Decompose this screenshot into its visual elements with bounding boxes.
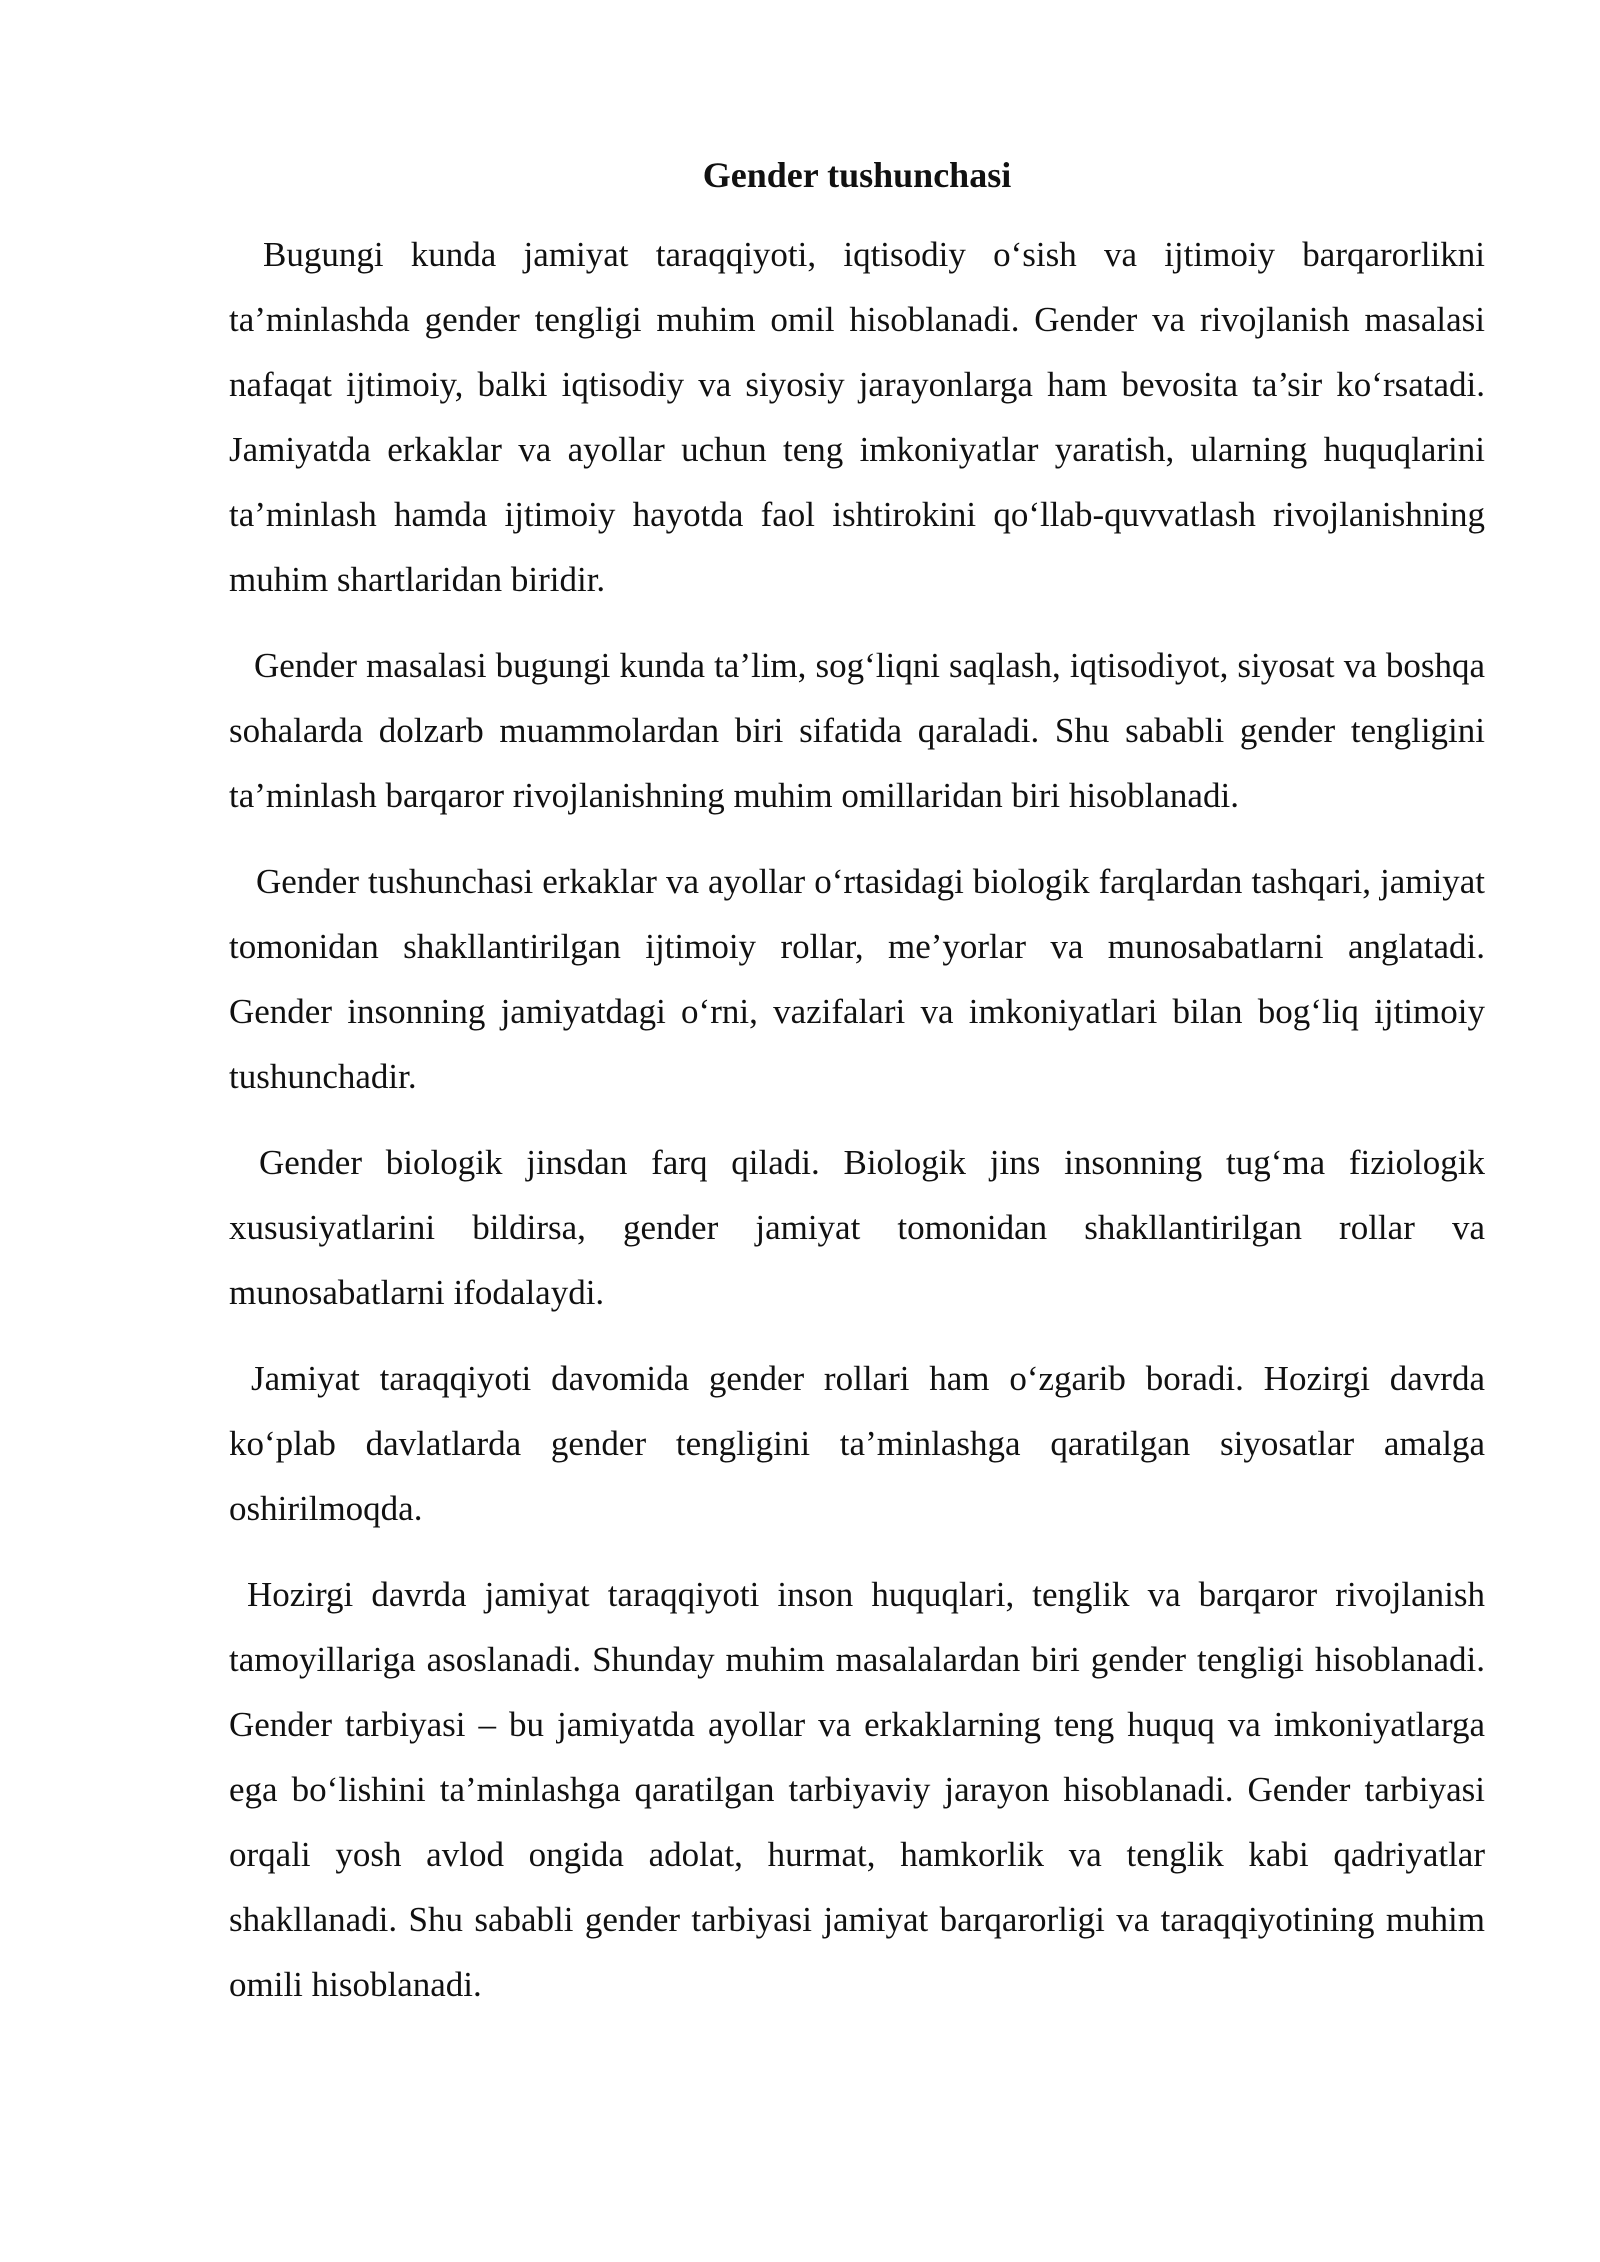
paragraph-3: Gender tushunchasi erkaklar va ayollar o‘rtasidagi biologik farqlardan tashqari, jamiyat tomonidan shakllantirilgan ijtimoiy rollar, me’yorlar va munosabatlarni anglatadi. Gender insonning jamiyatdagi o‘rni, vazifalari va imkoniyatlari bilan bog‘liq ijtimoiy tushunchadir. — [229, 862, 1485, 1096]
document-title: Gender tushunchasi — [702, 155, 1012, 195]
paragraph-1: Bugungi kunda jamiyat taraqqiyoti, iqtisodiy o‘sish va ijtimoiy barqarorlikni ta’minlashda gender tengligi muhim omil hisoblanadi. Gender va rivojlanish masalasi nafaqat ijtimoiy, balki iqtisodiy va siyosiy jarayonlarga ham bevosita ta’sir ko‘rsatadi. Jamiyatda erkaklar va ayollar uchun teng imkoniyatlar yaratish, ularning huquqlarini ta’minlash hamda ijtimoiy hayotda faol ishtirokini qo‘llab-quvvatlash rivojlanishning muhim shartlaridan biridir. — [229, 235, 1485, 599]
paragraph-2: Gender masalasi bugungi kunda ta’lim, sog‘liqni saqlash, iqtisodiyot, siyosat va boshqa sohalarda dolzarb muammolardan biri sifatida qaraladi. Shu sababli gender tengligini ta’minlash barqaror rivojlanishning muhim omillaridan biri hisoblanadi. — [229, 646, 1485, 815]
document-body — [229, 150, 1485, 2038]
paragraph-4: Gender biologik jinsdan farq qiladi. Biologik jins insonning tug‘ma fiziologik xususiyatlarini bildirsa, gender jamiyat tomonidan shakllantirilgan rollar va munosabatlarni ifodalaydi. — [229, 1143, 1485, 1312]
paragraph-6: Hozirgi davrda jamiyat taraqqiyoti inson huquqlari, tenglik va barqaror rivojlanish tamoyillariga asoslanadi. Shunday muhim masalalardan biri gender tengligi hisoblanadi. Gender tarbiyasi – bu jamiyatda ayollar va erkaklarning teng huquq va imkoniyatlarga ega bo‘lishini ta’minlashga qaratilgan tarbiyaviy jarayon hisoblanadi. Gender tarbiyasi orqali yosh avlod ongida adolat, hurmat, hamkorlik va tenglik kabi qadriyatlar shakllanadi. Shu sababli gender tarbiyasi jamiyat barqarorligi va taraqqiyotining muhim omili hisoblanadi. — [229, 1575, 1485, 2004]
paragraph-5: Jamiyat taraqqiyoti davomida gender rollari ham o‘zgarib boradi. Hozirgi davrda ko‘plab davlatlarda gender tengligini ta’minlashga qaratilgan siyosatlar amalga oshirilmoqda. — [229, 1359, 1485, 1528]
